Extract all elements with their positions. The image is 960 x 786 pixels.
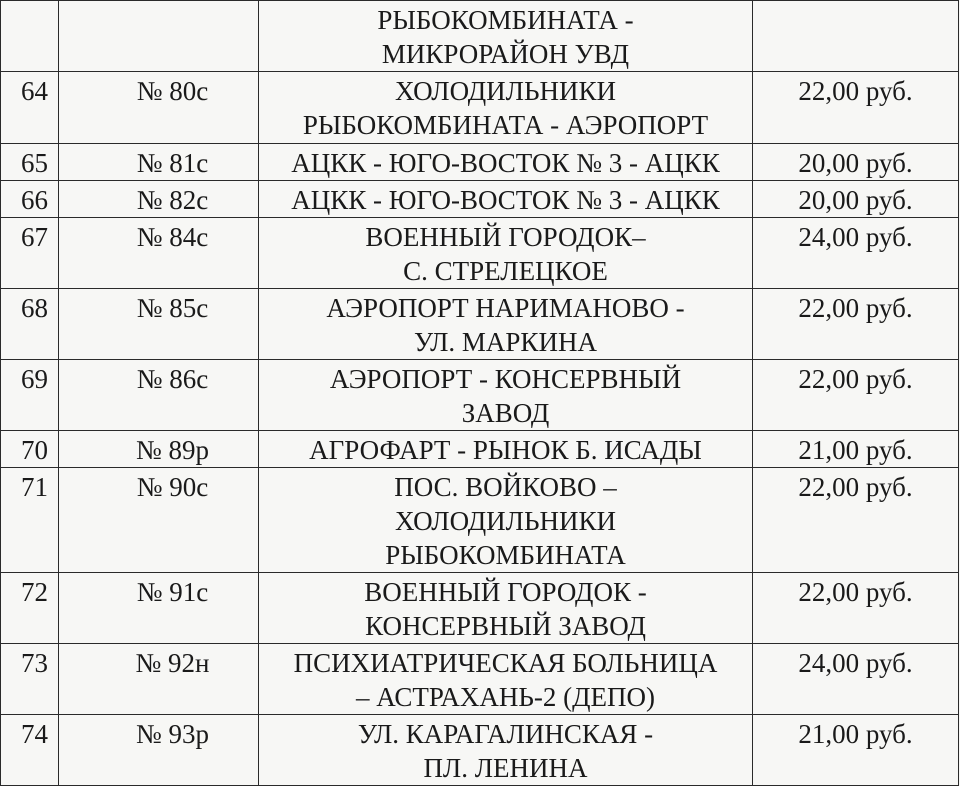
fare-cell: 22,00 руб. xyxy=(753,289,959,360)
route-name-line: АЦКК - ЮГО-ВОСТОК № 3 - АЦКК xyxy=(291,185,720,215)
route-name-line: АГРОФАРТ - РЫНОК Б. ИСАДЫ xyxy=(309,435,702,465)
fare-cell: 22,00 руб. xyxy=(753,468,959,573)
route-name-cell xyxy=(259,218,753,289)
route-number-cell xyxy=(59,1,259,72)
route-name-cell xyxy=(259,289,753,360)
row-number-cell: 66 xyxy=(1,181,59,218)
row-number-cell: 65 xyxy=(1,144,59,181)
route-name-line: АЭРОПОРТ - КОНСЕРВНЫЙ xyxy=(329,364,682,394)
table-row xyxy=(1,468,959,573)
route-name-line: ХОЛОДИЛЬНИКИ xyxy=(395,76,616,106)
route-name-line: ВОЕННЫЙ ГОРОДОК - xyxy=(364,577,647,607)
table-row-continuation xyxy=(1,1,959,72)
route-name-cell xyxy=(259,573,753,644)
table-row xyxy=(1,72,959,144)
route-name-line: РЫБОКОМБИНАТА - АЭРОПОРТ xyxy=(302,110,709,140)
route-number-cell: № 84с xyxy=(59,218,259,289)
route-name-cell xyxy=(259,181,753,218)
route-name-line: ХОЛОДИЛЬНИКИ xyxy=(395,506,616,536)
table-row xyxy=(1,181,959,218)
route-name-line: РЫБОКОМБИНАТА xyxy=(385,540,626,570)
row-number-cell: 67 xyxy=(1,218,59,289)
route-number-cell: № 80с xyxy=(59,72,259,144)
route-name-line: С. СТРЕЛЕЦКОЕ xyxy=(403,256,608,286)
fare-cell: 21,00 руб. xyxy=(753,715,959,786)
row-number-cell: 69 xyxy=(1,360,59,431)
route-name-line: УЛ. КАРАГАЛИНСКАЯ - xyxy=(357,719,654,749)
row-number-cell: 70 xyxy=(1,431,59,468)
row-number-cell: 72 xyxy=(1,573,59,644)
row-number-cell: 74 xyxy=(1,715,59,786)
route-number-cell: № 86с xyxy=(59,360,259,431)
table-row xyxy=(1,431,959,468)
route-name-cell xyxy=(259,431,753,468)
fare-cell xyxy=(753,1,959,72)
route-number-cell: № 89р xyxy=(59,431,259,468)
fare-cell: 22,00 руб. xyxy=(753,72,959,144)
route-number-cell: № 91с xyxy=(59,573,259,644)
fare-cell: 22,00 руб. xyxy=(753,360,959,431)
fare-cell: 22,00 руб. xyxy=(753,573,959,644)
route-name-line: – АСТРАХАНЬ-2 (ДЕПО) xyxy=(355,682,656,712)
fare-cell: 24,00 руб. xyxy=(753,218,959,289)
table-row xyxy=(1,644,959,715)
route-name-line: УЛ. МАРКИНА xyxy=(414,327,597,357)
route-name-line: ПОС. ВОЙКОВО – xyxy=(394,472,617,502)
route-name-cell xyxy=(259,360,753,431)
table-row xyxy=(1,360,959,431)
route-name-line: ПЛ. ЛЕНИНА xyxy=(423,753,588,783)
route-name-line: ПСИХИАТРИЧЕСКАЯ БОЛЬНИЦА xyxy=(293,648,718,678)
row-number-cell: 71 xyxy=(1,468,59,573)
fare-cell: 24,00 руб. xyxy=(753,644,959,715)
route-name-line: АЭРОПОРТ НАРИМАНОВО - xyxy=(326,293,685,323)
route-name-line: ЗАВОД xyxy=(461,398,550,428)
route-name-cell xyxy=(259,715,753,786)
route-name-cell xyxy=(259,144,753,181)
route-name-line: КОНСЕРВНЫЙ ЗАВОД xyxy=(365,611,646,641)
route-name-line: АЦКК - ЮГО-ВОСТОК № 3 - АЦКК xyxy=(291,148,720,178)
route-name-line: МИКРОРАЙОН УВД xyxy=(381,39,630,69)
route-number-cell: № 82с xyxy=(59,181,259,218)
route-name-line: РЫБОКОМБИНАТА - xyxy=(377,5,634,35)
fare-cell: 20,00 руб. xyxy=(753,144,959,181)
route-number-cell: № 93р xyxy=(59,715,259,786)
fare-cell: 20,00 руб. xyxy=(753,181,959,218)
row-number-cell: 73 xyxy=(1,644,59,715)
route-number-cell: № 90с xyxy=(59,468,259,573)
route-name-cell xyxy=(259,644,753,715)
route-number-cell: № 85с xyxy=(59,289,259,360)
table-body xyxy=(1,1,959,786)
table-row xyxy=(1,573,959,644)
route-name-cell xyxy=(259,468,753,573)
route-name-line: ВОЕННЫЙ ГОРОДОК– xyxy=(365,222,646,252)
route-number-cell: № 92н xyxy=(59,644,259,715)
row-number-cell: 68 xyxy=(1,289,59,360)
table-row xyxy=(1,715,959,786)
table-row xyxy=(1,144,959,181)
row-number-cell: 64 xyxy=(1,72,59,144)
route-number-cell: № 81с xyxy=(59,144,259,181)
fare-cell: 21,00 руб. xyxy=(753,431,959,468)
row-number-cell xyxy=(1,1,59,72)
table-row xyxy=(1,289,959,360)
table-row xyxy=(1,218,959,289)
route-name-cell xyxy=(259,72,753,144)
route-name-cell xyxy=(259,1,753,72)
